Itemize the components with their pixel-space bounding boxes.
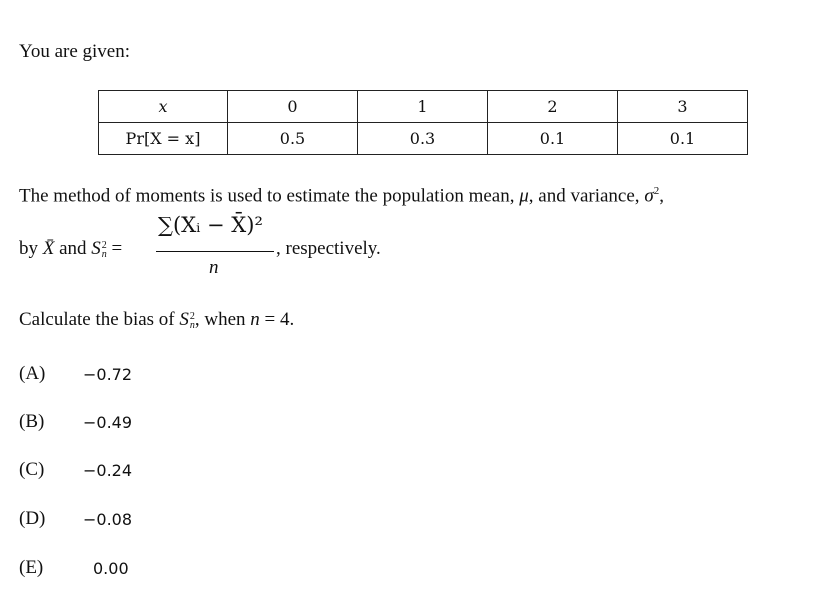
option-value: 0.00	[93, 559, 129, 578]
intro-text: You are given:	[19, 41, 131, 62]
table-cell-p2: 0.1	[488, 123, 618, 155]
table-cell-p1: 0.3	[358, 123, 488, 155]
calc-prefix: Calculate the bias of	[19, 309, 175, 330]
s-subscript: n	[189, 319, 195, 331]
xbar-symbol: X̄	[42, 238, 55, 259]
option-letter: (D)	[19, 508, 46, 529]
table-cell-x3: 3	[618, 91, 748, 123]
option-value: −0.08	[83, 510, 133, 529]
s-superscript: 2	[101, 239, 107, 251]
table-cell-x1: 1	[358, 91, 488, 123]
option-letter: (E)	[19, 557, 44, 578]
fraction-numerator: ∑(Xᵢ − X̄)²	[158, 213, 263, 237]
n-variable: n	[250, 309, 260, 330]
table-header-x: x	[99, 91, 228, 123]
method-sentence	[19, 185, 664, 207]
table-row	[99, 91, 748, 123]
calculate-sentence	[19, 309, 294, 331]
table-cell-p0: 0.5	[228, 123, 358, 155]
sigma-exponent: 2	[653, 185, 660, 197]
by-word: by	[19, 238, 38, 259]
variance-fraction	[156, 213, 274, 283]
and-word: and	[59, 238, 87, 259]
s-subscript: n	[101, 248, 107, 260]
option-value: −0.24	[83, 461, 133, 480]
option-a[interactable]	[0, 363, 200, 389]
comma: ,	[659, 185, 664, 207]
table-cell-x2: 2	[488, 91, 618, 123]
option-letter: (A)	[19, 363, 46, 384]
option-b[interactable]	[0, 411, 200, 437]
equals-sign: =	[111, 238, 123, 259]
table-cell-p3: 0.1	[618, 123, 748, 155]
fraction-denominator: n	[209, 257, 219, 278]
method-text: The method of moments is used to estimate the population mean,	[19, 185, 515, 207]
and-variance-text: , and variance,	[528, 185, 640, 207]
option-letter: (C)	[19, 459, 45, 480]
table-cell-x0: 0	[228, 91, 358, 123]
s-superscript: 2	[189, 310, 195, 322]
option-d[interactable]	[0, 508, 200, 534]
mu-symbol: μ	[519, 185, 529, 207]
option-letter: (B)	[19, 411, 45, 432]
n-value: = 4.	[264, 309, 295, 330]
estimator-line	[19, 238, 122, 260]
option-e[interactable]	[0, 557, 200, 583]
sigma-symbol: σ	[644, 185, 654, 207]
option-value: −0.49	[83, 413, 133, 432]
distribution-table	[98, 90, 748, 155]
respectively-text: , respectively.	[276, 238, 381, 259]
s-symbol: S	[91, 238, 101, 259]
option-c[interactable]	[0, 459, 200, 485]
table-row-label: Pr[X = x]	[99, 123, 228, 155]
fraction-bar	[156, 251, 274, 252]
option-value: −0.72	[83, 365, 133, 384]
when-text: , when	[194, 309, 246, 330]
table-row	[99, 123, 748, 155]
s-symbol: S	[179, 309, 189, 330]
